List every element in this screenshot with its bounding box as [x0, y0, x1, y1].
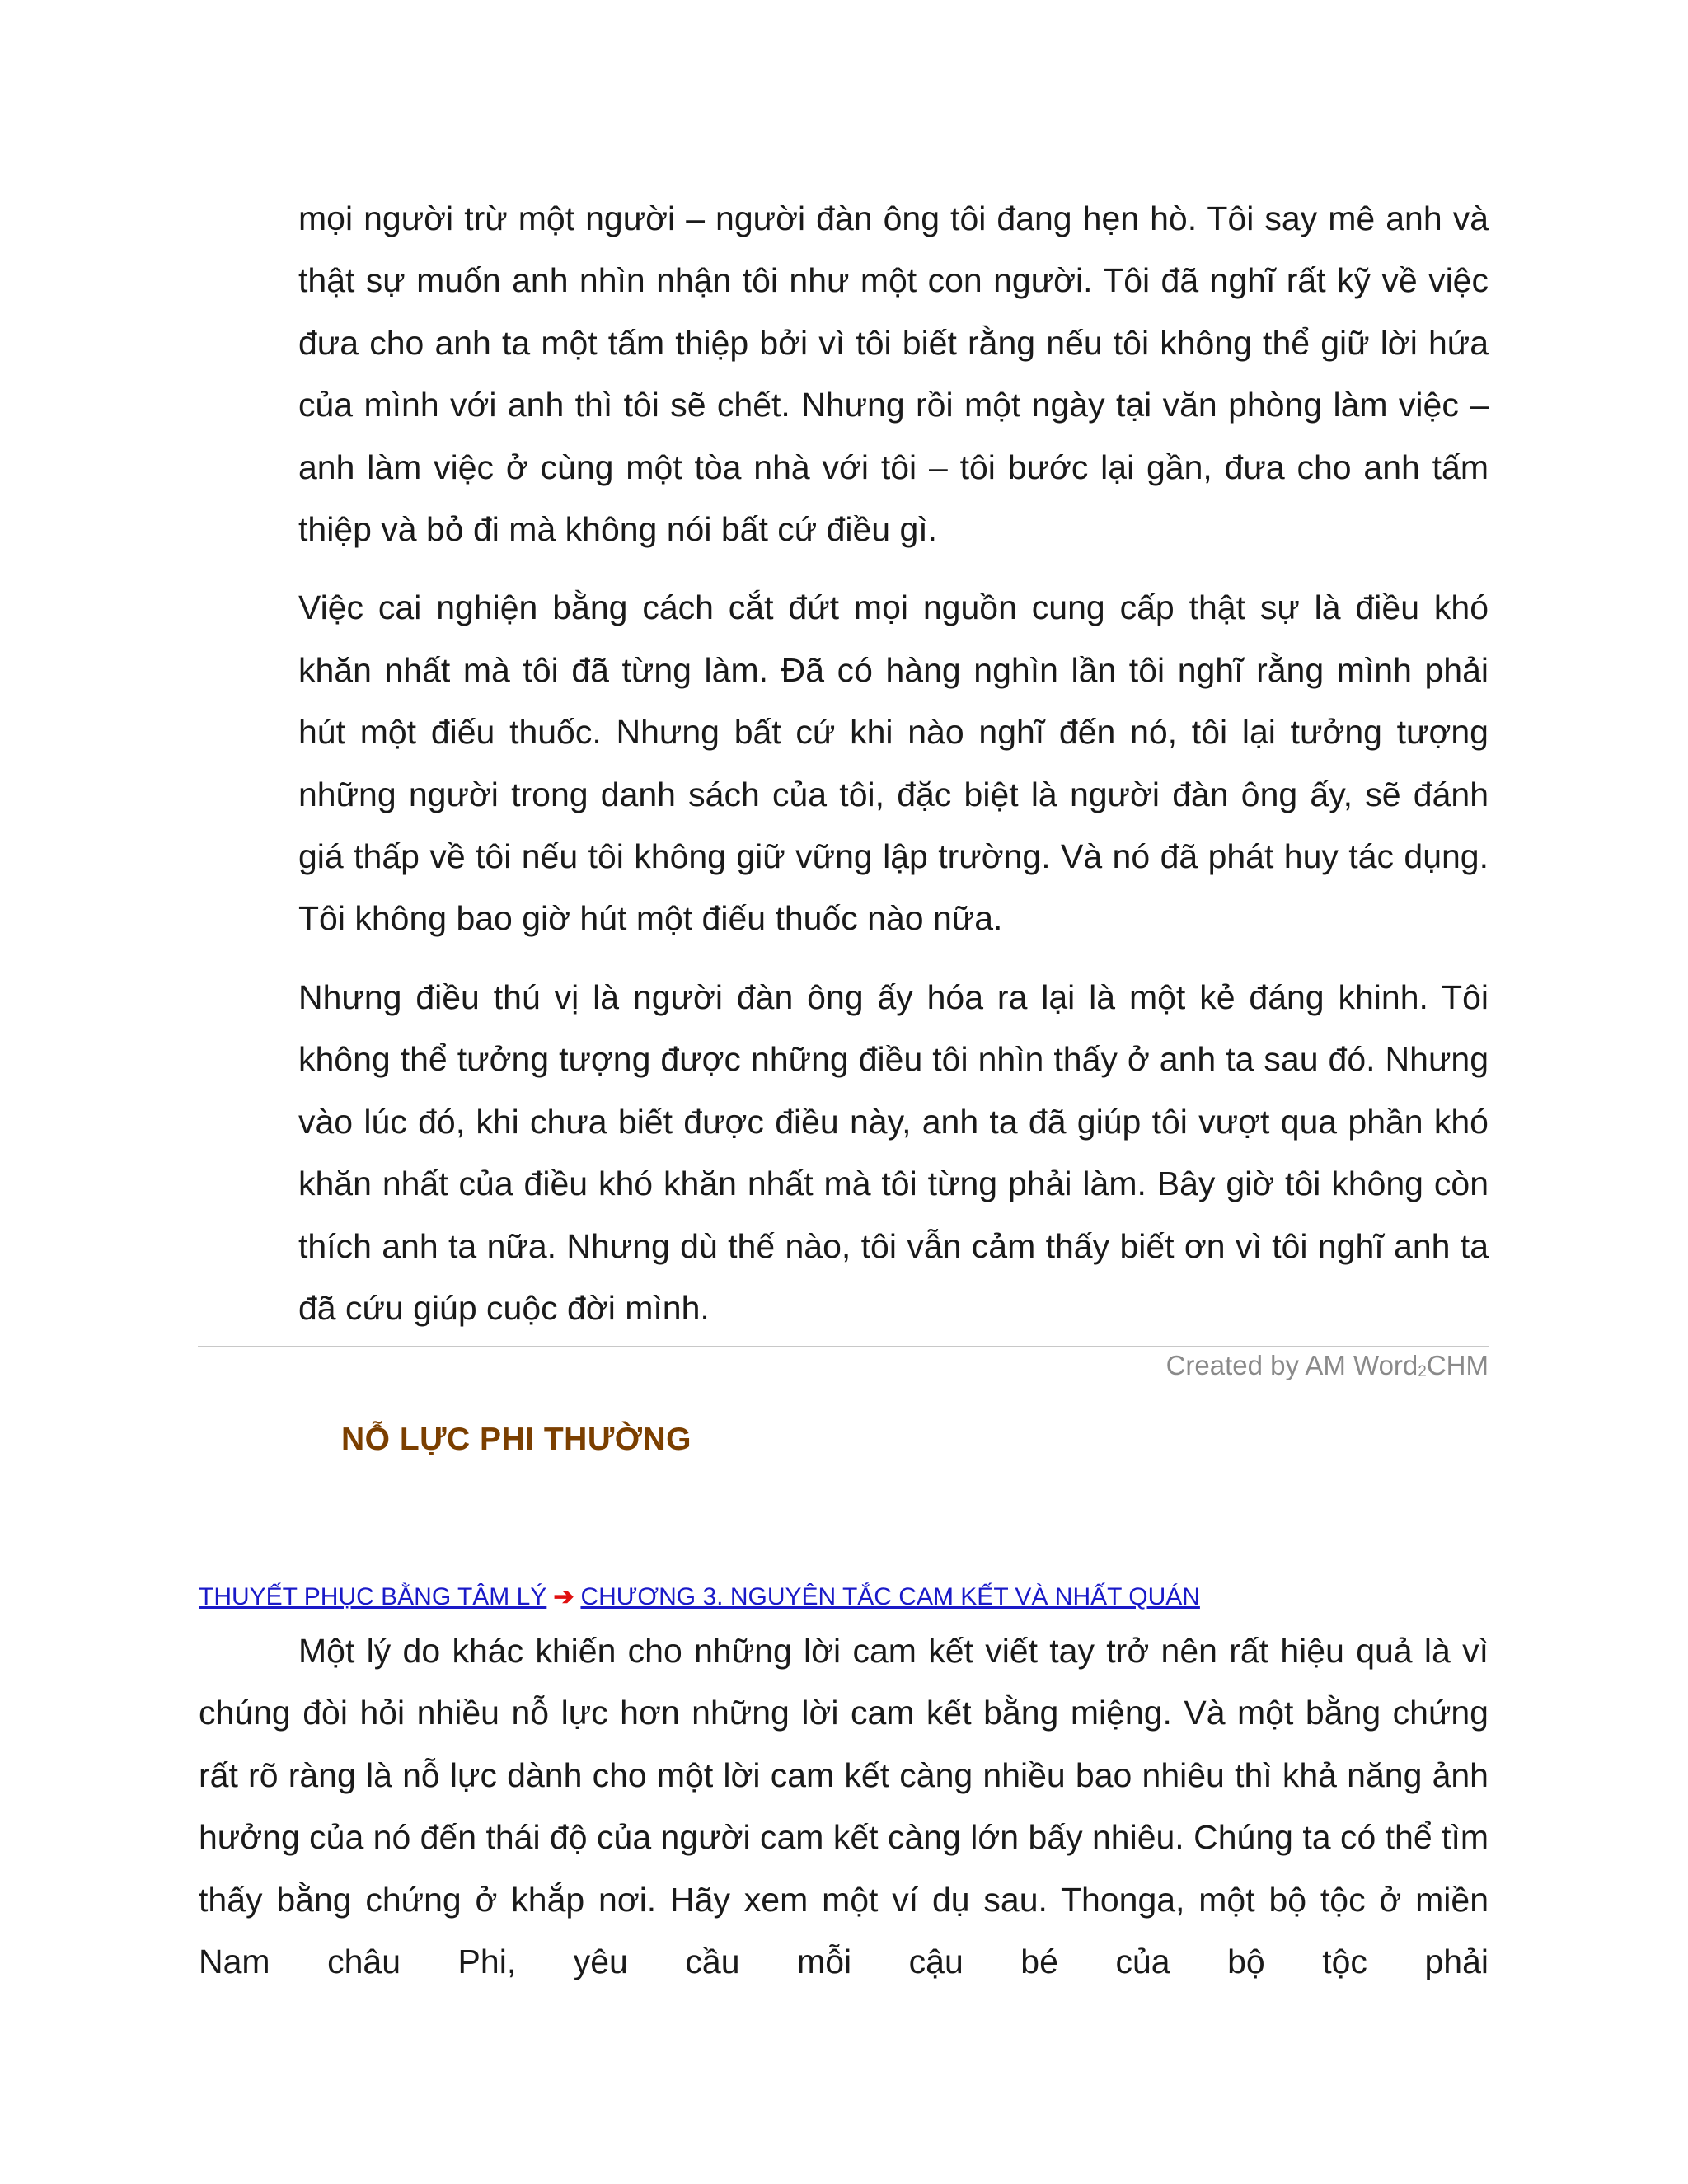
- quoted-story: [298, 188, 1489, 1356]
- breadcrumb-link-chapter[interactable]: CHƯƠNG 3. NGUYÊN TẮC CAM KẾT VÀ NHẤT QUÁN: [580, 1583, 1200, 1610]
- quote-paragraph-1: mọi người trừ một người – người đàn ông tôi đang hẹn hò. Tôi say mê anh và thật sự muốn anh nhìn nhận tôi như một con người. Tôi đã nghĩ rất kỹ về việc đưa cho anh ta một tấm thiệp bởi vì tôi biết rằng nếu tôi không thể giữ lời hứa của mình với anh thì tôi sẽ chết. Nhưng rồi một ngày tại văn phòng làm việc – anh làm việc ở cùng một tòa nhà với tôi – tôi bước lại gần, đưa cho anh tấm thiệp và bỏ đi mà không nói bất cứ điều gì.: [298, 199, 1489, 549]
- arrow-right-icon: ➔: [553, 1583, 574, 1610]
- breadcrumb: [199, 1582, 1200, 1611]
- section-body: [199, 1620, 1489, 1993]
- quote-paragraph-3: Nhưng điều thú vị là người đàn ông ấy hóa ra lại là một kẻ đáng khinh. Tôi không thể tưởng tượng được những điều tôi nhìn thấy ở anh ta sau đó. Nhưng vào lúc đó, khi chưa biết được điều này, anh ta đã giúp tôi vượt qua phần khó khăn nhất của điều khó khăn nhất mà tôi từng phải làm. Bây giờ tôi không còn thích anh ta nữa. Nhưng dù thế nào, tôi vẫn cảm thấy biết ơn vì tôi nghĩ anh ta đã cứu giúp cuộc đời mình.: [298, 977, 1489, 1327]
- section-title: NỖ LỰC PHI THƯỜNG: [341, 1422, 692, 1457]
- footer-divider: [198, 1346, 1489, 1347]
- credit-suffix: CHM: [1426, 1350, 1489, 1380]
- credit-subscript: 2: [1418, 1363, 1427, 1380]
- footer-credit: [1166, 1350, 1489, 1381]
- body-paragraph: Một lý do khác khiến cho những lời cam kết viết tay trở nên rất hiệu quả là vì chúng đòi hỏi nhiều nỗ lực hơn những lời cam kết bằng miệng. Và một bằng chứng rất rõ ràng là nỗ lực dành cho một lời cam kết càng nhiều bao nhiêu thì khả năng ảnh hưởng của nó đến thái độ của người cam kết càng lớn bấy nhiêu. Chúng ta có thể tìm thấy bằng chứng ở khắp nơi. Hãy xem một ví dụ sau. Thonga, một bộ tộc ở miền Nam châu Phi, yêu cầu mỗi cậu bé của bộ tộc phải: [199, 1632, 1489, 1981]
- breadcrumb-link-book[interactable]: THUYẾT PHỤC BẰNG TÂM LÝ: [199, 1583, 547, 1610]
- quote-paragraph-2: Việc cai nghiện bằng cách cắt đứt mọi nguồn cung cấp thật sự là điều khó khăn nhất mà tôi đã từng làm. Đã có hàng nghìn lần tôi nghĩ rằng mình phải hút một điếu thuốc. Nhưng bất cứ khi nào nghĩ đến nó, tôi lại tưởng tượng những người trong danh sách của tôi, đặc biệt là người đàn ông ấy, sẽ đánh giá thấp về tôi nếu tôi không giữ vững lập trường. Và nó đã phát huy tác dụng. Tôi không bao giờ hút một điếu thuốc nào nữa.: [298, 588, 1489, 938]
- credit-prefix: Created by AM Word: [1165, 1350, 1418, 1380]
